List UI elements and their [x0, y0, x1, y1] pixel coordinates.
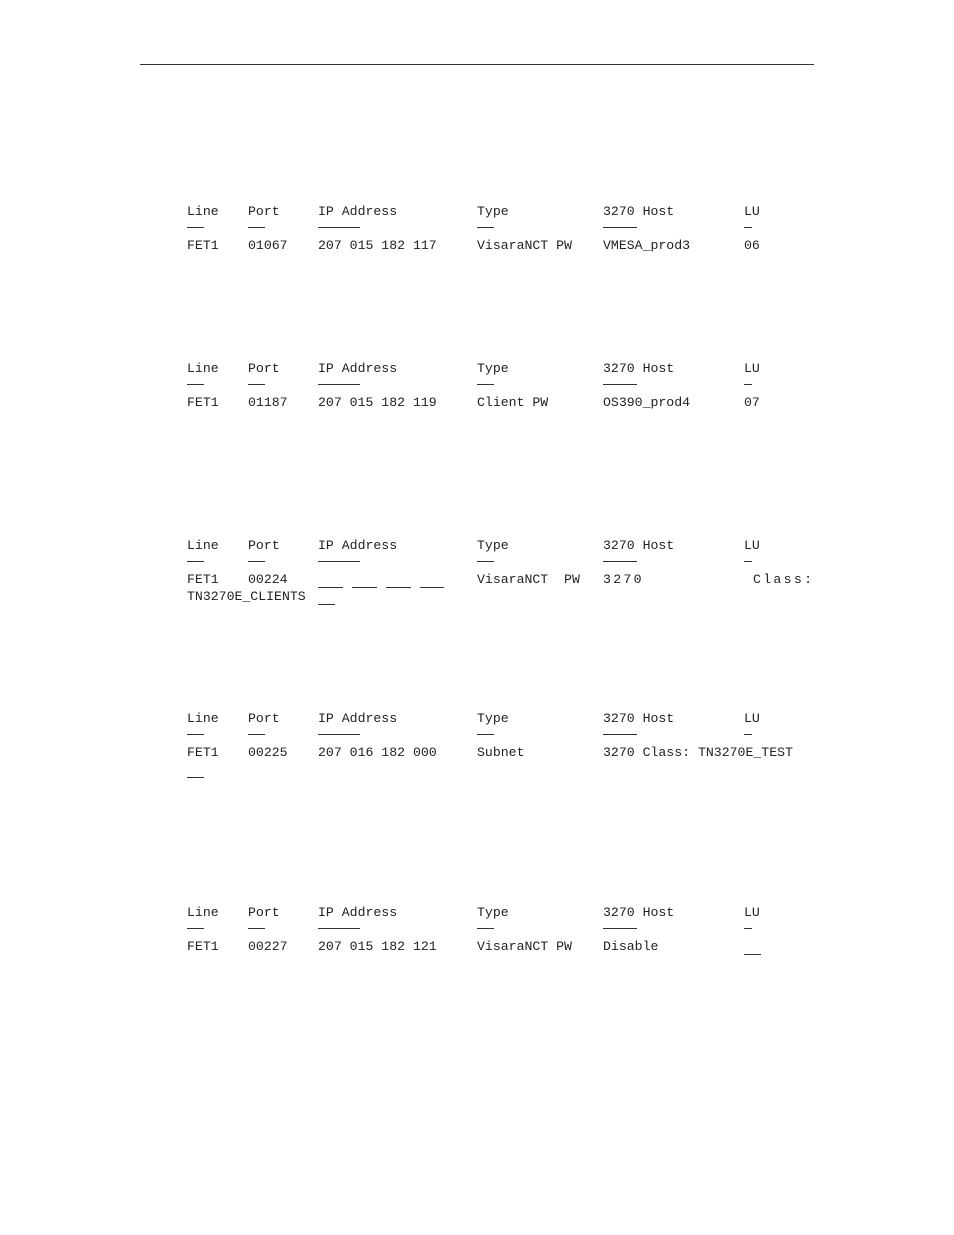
cell-class-value: TN3270E_CLIENTS [187, 589, 306, 604]
header-type: Type [477, 538, 509, 553]
cell-3270-host: OS390_prod4 [603, 395, 691, 410]
header-type: Type [477, 905, 509, 920]
header-lu: LU [744, 204, 760, 219]
underline-lu [744, 384, 752, 385]
header-3270-host: 3270 Host [603, 204, 675, 219]
cell-type: Client PW [477, 395, 549, 410]
underline-type [477, 384, 494, 385]
cell-ip-address: 207 016 182 000 [318, 745, 437, 760]
cell-ip-address: 207 015 182 117 [318, 238, 437, 253]
underline-type [477, 734, 494, 735]
cell-type: VisaraNCT PW [477, 572, 580, 587]
header-port: Port [248, 711, 280, 726]
header-lu: LU [744, 361, 760, 376]
header-ip-address: IP Address [318, 361, 398, 376]
underline-line [187, 734, 204, 735]
header-port: Port [248, 905, 280, 920]
cell-line: FET1 [187, 745, 219, 760]
underline-port [248, 561, 265, 562]
underline-type [477, 928, 494, 929]
underline-ip-address [318, 561, 360, 562]
header-type: Type [477, 204, 509, 219]
underline-ip-address [318, 734, 360, 735]
class-value-blank [318, 604, 335, 605]
header-line: Line [187, 711, 219, 726]
ip-blank-octet-4 [420, 587, 444, 588]
underline-type [477, 227, 494, 228]
underline-lu [744, 734, 752, 735]
cell-port: 00224 [248, 572, 288, 587]
header-ip-address: IP Address [318, 538, 398, 553]
cell-lu: 06 [744, 238, 760, 253]
underline-lu [744, 227, 752, 228]
session-block-4 [0, 711, 954, 791]
cell-port: 01067 [248, 238, 288, 253]
underline-type [477, 561, 494, 562]
cell-port: 01187 [248, 395, 288, 410]
underline-lu [744, 561, 752, 562]
underline-port [248, 227, 265, 228]
header-lu: LU [744, 905, 760, 920]
session-block-1 [0, 204, 954, 284]
underline-3270-host [603, 928, 637, 929]
header-line: Line [187, 204, 219, 219]
header-port: Port [248, 538, 280, 553]
ip-blank-octet-3 [386, 587, 411, 588]
underline-line [187, 928, 204, 929]
underline-3270-host [603, 384, 637, 385]
header-rule [140, 64, 814, 65]
cell-line: FET1 [187, 572, 219, 587]
header-lu: LU [744, 538, 760, 553]
underline-3270-host [603, 734, 637, 735]
header-3270-host: 3270 Host [603, 361, 675, 376]
header-port: Port [248, 204, 280, 219]
cell-class-label: Class: [753, 572, 815, 587]
header-ip-address: IP Address [318, 204, 398, 219]
underline-ip-address [318, 227, 360, 228]
cell-3270-host: 3270 Class: TN3270E_TEST [603, 745, 793, 760]
session-block-5 [0, 905, 954, 985]
cell-ip-address: 207 015 182 119 [318, 395, 437, 410]
cell-ip-address: 207 015 182 121 [318, 939, 437, 954]
header-line: Line [187, 905, 219, 920]
header-line: Line [187, 538, 219, 553]
header-port: Port [248, 361, 280, 376]
cell-3270-host: VMESA_prod3 [603, 238, 691, 253]
underline-port [248, 928, 265, 929]
header-lu: LU [744, 711, 760, 726]
header-3270-host: 3270 Host [603, 905, 675, 920]
cell-type: VisaraNCT PW [477, 939, 572, 954]
ip-blank-octet-2 [352, 587, 377, 588]
cell-port: 00227 [248, 939, 288, 954]
cell-line: FET1 [187, 395, 219, 410]
cell-port: 00225 [248, 745, 288, 760]
underline-port [248, 734, 265, 735]
cell-3270-host: Disable [603, 939, 659, 954]
header-ip-address: IP Address [318, 905, 398, 920]
cell-3270-host: 3270 [603, 572, 644, 587]
underline-lu [744, 928, 752, 929]
session-block-3 [0, 538, 954, 618]
cell-line: FET1 [187, 238, 219, 253]
header-line: Line [187, 361, 219, 376]
header-ip-address: IP Address [318, 711, 398, 726]
cell-type: VisaraNCT PW [477, 238, 572, 253]
ip-blank-octet-1 [318, 587, 343, 588]
cell-lu: 07 [744, 395, 760, 410]
underline-line [187, 384, 204, 385]
cell-line: FET1 [187, 939, 219, 954]
cell-type: Subnet [477, 745, 525, 760]
underline-port [248, 384, 265, 385]
underline-line [187, 227, 204, 228]
underline-ip-address [318, 928, 360, 929]
underline-line [187, 561, 204, 562]
lu-blank [744, 954, 761, 955]
lu-blank [187, 777, 204, 778]
header-3270-host: 3270 Host [603, 711, 675, 726]
header-type: Type [477, 361, 509, 376]
underline-3270-host [603, 561, 637, 562]
session-block-2 [0, 361, 954, 441]
underline-3270-host [603, 227, 637, 228]
header-3270-host: 3270 Host [603, 538, 675, 553]
header-type: Type [477, 711, 509, 726]
underline-ip-address [318, 384, 360, 385]
